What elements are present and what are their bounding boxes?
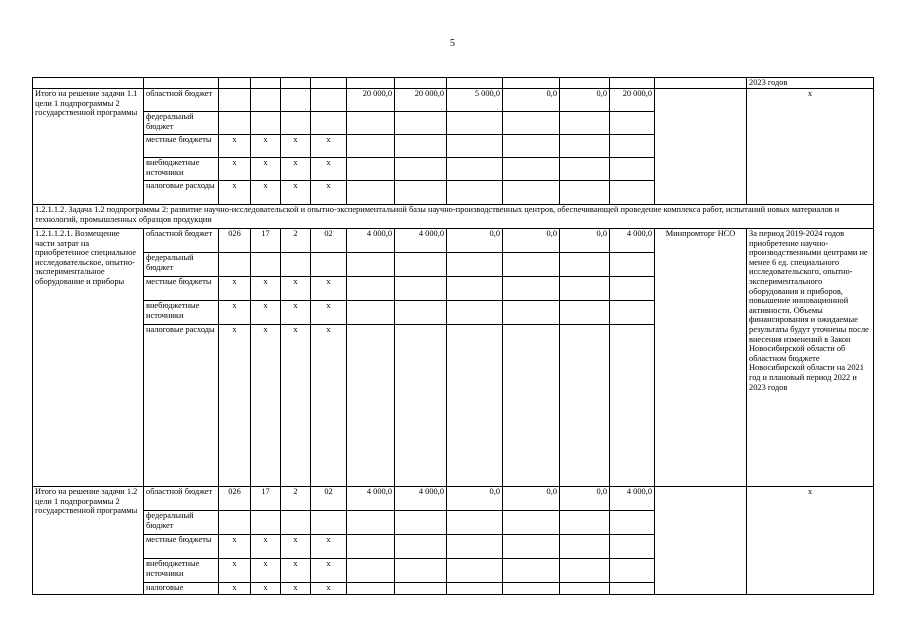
table-cell bbox=[311, 78, 347, 89]
amount-total bbox=[610, 135, 655, 158]
amount-v5 bbox=[560, 135, 610, 158]
table-cell bbox=[655, 89, 747, 205]
code-rz: 17 bbox=[251, 487, 281, 511]
amount-v4 bbox=[503, 158, 560, 181]
amount-v4 bbox=[503, 112, 560, 135]
code-grbs: x bbox=[219, 301, 251, 325]
amount-v1: 4 000,0 bbox=[347, 487, 395, 511]
code-csr: x bbox=[311, 325, 347, 487]
amount-v1: 4 000,0 bbox=[347, 229, 395, 253]
funding-source: налоговые расходы bbox=[144, 325, 219, 487]
table-cell bbox=[144, 78, 219, 89]
amount-v3: 0,0 bbox=[447, 487, 503, 511]
measure_1_2_1-label: 1.2.1.1.2.1. Возмещение части затрат на приобретенное специальное исследовательское, опытно-экспериментальное оборудование и приборы bbox=[33, 229, 144, 487]
amount-v3 bbox=[447, 253, 503, 277]
table-body bbox=[33, 78, 874, 595]
amount-v2 bbox=[395, 277, 447, 301]
amount-v3 bbox=[447, 277, 503, 301]
code-pr bbox=[281, 511, 311, 535]
amount-v4: 0,0 bbox=[503, 89, 560, 112]
code-csr: 02 bbox=[311, 487, 347, 511]
amount-v2 bbox=[395, 535, 447, 559]
amount-total bbox=[610, 301, 655, 325]
code-pr: x bbox=[281, 325, 311, 487]
amount-v1 bbox=[347, 301, 395, 325]
code-grbs: 026 bbox=[219, 487, 251, 511]
code-rz: x bbox=[251, 158, 281, 181]
task-1-2-title: 1.2.1.1.2. Задача 1.2 подпрограммы 2: развитие научно-исследовательской и опытно-экспериментальной базы научно-производственных центров, обеспечивающей проведение комплекса работ, испытаний новых материалов и технологий, промышленных образцов продукции bbox=[33, 205, 874, 229]
amount-v5 bbox=[560, 535, 610, 559]
amount-v2 bbox=[395, 181, 447, 205]
amount-total bbox=[610, 583, 655, 595]
program-financing-table bbox=[32, 77, 874, 595]
amount-v1 bbox=[347, 325, 395, 487]
amount-v1 bbox=[347, 135, 395, 158]
amount-v1 bbox=[347, 112, 395, 135]
amount-v3 bbox=[447, 325, 503, 487]
funding-source: федеральный бюджет bbox=[144, 511, 219, 535]
code-grbs: x bbox=[219, 583, 251, 595]
amount-total: 20 000,0 bbox=[610, 89, 655, 112]
code-pr: 2 bbox=[281, 487, 311, 511]
code-pr: x bbox=[281, 583, 311, 595]
amount-v5 bbox=[560, 301, 610, 325]
code-pr: x bbox=[281, 535, 311, 559]
amount-v3 bbox=[447, 112, 503, 135]
amount-v5: 0,0 bbox=[560, 229, 610, 253]
table-row bbox=[33, 229, 874, 253]
table-cell bbox=[503, 78, 560, 89]
code-grbs: x bbox=[219, 535, 251, 559]
amount-v5 bbox=[560, 325, 610, 487]
code-rz bbox=[251, 112, 281, 135]
code-rz bbox=[251, 253, 281, 277]
code-rz: x bbox=[251, 325, 281, 487]
code-rz: x bbox=[251, 135, 281, 158]
amount-v2 bbox=[395, 301, 447, 325]
amount-v1 bbox=[347, 535, 395, 559]
amount-v2 bbox=[395, 511, 447, 535]
funding-source: областной бюджет bbox=[144, 89, 219, 112]
code-pr bbox=[281, 89, 311, 112]
amount-v2 bbox=[395, 112, 447, 135]
funding-source: налоговые bbox=[144, 583, 219, 595]
amount-v4 bbox=[503, 559, 560, 583]
code-pr bbox=[281, 112, 311, 135]
amount-v5: 0,0 bbox=[560, 89, 610, 112]
code-csr: x bbox=[311, 535, 347, 559]
funding-source: местные бюджеты bbox=[144, 277, 219, 301]
code-csr: x bbox=[311, 277, 347, 301]
table-row bbox=[33, 487, 874, 511]
code-csr bbox=[311, 511, 347, 535]
amount-total bbox=[610, 325, 655, 487]
continued-note: 2023 годов bbox=[747, 78, 874, 89]
code-rz: x bbox=[251, 277, 281, 301]
code-csr: x bbox=[311, 135, 347, 158]
amount-v5 bbox=[560, 277, 610, 301]
table-row bbox=[33, 78, 874, 89]
amount-total: 4 000,0 bbox=[610, 487, 655, 511]
code-rz: x bbox=[251, 559, 281, 583]
amount-v4: 0,0 bbox=[503, 487, 560, 511]
table-cell bbox=[447, 78, 503, 89]
code-grbs bbox=[219, 511, 251, 535]
table-cell bbox=[655, 78, 747, 89]
amount-v5 bbox=[560, 511, 610, 535]
amount-total bbox=[610, 559, 655, 583]
funding-source: федеральный бюджет bbox=[144, 253, 219, 277]
table-cell bbox=[560, 78, 610, 89]
funding-source: местные бюджеты bbox=[144, 135, 219, 158]
amount-v4 bbox=[503, 253, 560, 277]
funding-source: местные бюджеты bbox=[144, 535, 219, 559]
amount-v3 bbox=[447, 583, 503, 595]
code-csr: x bbox=[311, 583, 347, 595]
total_1_2-note: x bbox=[747, 487, 874, 595]
code-csr: x bbox=[311, 158, 347, 181]
code-rz: 17 bbox=[251, 229, 281, 253]
amount-total bbox=[610, 253, 655, 277]
amount-v1 bbox=[347, 277, 395, 301]
code-csr bbox=[311, 89, 347, 112]
amount-v3 bbox=[447, 135, 503, 158]
table-row bbox=[33, 89, 874, 112]
amount-v5 bbox=[560, 583, 610, 595]
amount-v2 bbox=[395, 583, 447, 595]
amount-v3 bbox=[447, 301, 503, 325]
amount-total bbox=[610, 112, 655, 135]
code-grbs: x bbox=[219, 135, 251, 158]
amount-v5 bbox=[560, 158, 610, 181]
amount-total: 4 000,0 bbox=[610, 229, 655, 253]
amount-v3: 0,0 bbox=[447, 229, 503, 253]
code-csr: x bbox=[311, 301, 347, 325]
amount-v3: 5 000,0 bbox=[447, 89, 503, 112]
total_1_2-label: Итого на решение задачи 1.2 цели 1 подпрограммы 2 государственной программы bbox=[33, 487, 144, 595]
code-csr: 02 bbox=[311, 229, 347, 253]
code-grbs bbox=[219, 253, 251, 277]
code-rz: x bbox=[251, 301, 281, 325]
amount-v2: 4 000,0 bbox=[395, 487, 447, 511]
table-cell bbox=[655, 487, 747, 595]
amount-total bbox=[610, 277, 655, 301]
funding-source: налоговые расходы bbox=[144, 181, 219, 205]
amount-v4: 0,0 bbox=[503, 229, 560, 253]
code-csr bbox=[311, 112, 347, 135]
amount-v3 bbox=[447, 559, 503, 583]
amount-v1 bbox=[347, 158, 395, 181]
amount-total bbox=[610, 511, 655, 535]
code-csr: x bbox=[311, 181, 347, 205]
code-rz: x bbox=[251, 181, 281, 205]
measure_1_2_1-executor: Минпромторг НСО bbox=[655, 229, 747, 487]
table-cell bbox=[33, 78, 144, 89]
code-grbs: x bbox=[219, 559, 251, 583]
table-cell bbox=[347, 78, 395, 89]
code-rz bbox=[251, 89, 281, 112]
funding-source: областной бюджет bbox=[144, 229, 219, 253]
code-pr bbox=[281, 253, 311, 277]
amount-v4 bbox=[503, 535, 560, 559]
amount-v5 bbox=[560, 181, 610, 205]
table-row bbox=[33, 205, 874, 229]
code-csr bbox=[311, 253, 347, 277]
code-grbs: x bbox=[219, 181, 251, 205]
amount-v5: 0,0 bbox=[560, 487, 610, 511]
amount-v1 bbox=[347, 511, 395, 535]
code-grbs bbox=[219, 112, 251, 135]
amount-v2 bbox=[395, 135, 447, 158]
total_1_1-note: x bbox=[747, 89, 874, 205]
amount-v1 bbox=[347, 253, 395, 277]
amount-total bbox=[610, 535, 655, 559]
amount-v1 bbox=[347, 559, 395, 583]
amount-v4 bbox=[503, 583, 560, 595]
amount-v3 bbox=[447, 535, 503, 559]
amount-v1 bbox=[347, 583, 395, 595]
funding-source: внебюджетные источники bbox=[144, 559, 219, 583]
amount-total bbox=[610, 158, 655, 181]
amount-v2: 4 000,0 bbox=[395, 229, 447, 253]
amount-v4 bbox=[503, 135, 560, 158]
amount-v1: 20 000,0 bbox=[347, 89, 395, 112]
table-cell bbox=[219, 78, 251, 89]
amount-total bbox=[610, 181, 655, 205]
code-grbs: x bbox=[219, 277, 251, 301]
amount-v4 bbox=[503, 511, 560, 535]
amount-v5 bbox=[560, 253, 610, 277]
code-pr: x bbox=[281, 301, 311, 325]
table-cell bbox=[251, 78, 281, 89]
amount-v2 bbox=[395, 253, 447, 277]
amount-v4 bbox=[503, 277, 560, 301]
funding-source: внебюджетные источники bbox=[144, 301, 219, 325]
amount-v4 bbox=[503, 325, 560, 487]
code-pr: x bbox=[281, 135, 311, 158]
amount-v2 bbox=[395, 559, 447, 583]
code-pr: x bbox=[281, 181, 311, 205]
code-pr: x bbox=[281, 559, 311, 583]
amount-v2 bbox=[395, 158, 447, 181]
measure_1_2_1-expected-result: За период 2019-2024 годов приобретение научно-производственными центрами не менее 6 ед. специального исследовательского, опытно-экспериментального оборудования и приборов, повышение инновационной активности. Объемы финансирования и ожидаемые результаты будут уточнены после внесения изменений в Закон Новосибирской области об областном бюджете Новосибирской области на 2021 год и плановый период 2022 и 2023 годов bbox=[747, 229, 874, 487]
table-cell bbox=[281, 78, 311, 89]
code-pr: 2 bbox=[281, 229, 311, 253]
code-grbs: x bbox=[219, 158, 251, 181]
code-grbs: 026 bbox=[219, 229, 251, 253]
code-csr: x bbox=[311, 559, 347, 583]
amount-v5 bbox=[560, 559, 610, 583]
funding-source: областной бюджет bbox=[144, 487, 219, 511]
code-pr: x bbox=[281, 277, 311, 301]
amount-v4 bbox=[503, 301, 560, 325]
table-cell bbox=[395, 78, 447, 89]
page-number: 5 bbox=[450, 38, 455, 49]
amount-v2 bbox=[395, 325, 447, 487]
code-rz bbox=[251, 511, 281, 535]
code-grbs bbox=[219, 89, 251, 112]
amount-v3 bbox=[447, 158, 503, 181]
amount-v4 bbox=[503, 181, 560, 205]
code-rz: x bbox=[251, 535, 281, 559]
table-cell bbox=[610, 78, 655, 89]
amount-v1 bbox=[347, 181, 395, 205]
amount-v3 bbox=[447, 181, 503, 205]
amount-v2: 20 000,0 bbox=[395, 89, 447, 112]
funding-source: внебюджетные источники bbox=[144, 158, 219, 181]
code-pr: x bbox=[281, 158, 311, 181]
total_1_1-label: Итого на решение задачи 1.1 цели 1 подпрограммы 2 государственной программы bbox=[33, 89, 144, 205]
code-rz: x bbox=[251, 583, 281, 595]
funding-source: федеральный бюджет bbox=[144, 112, 219, 135]
code-grbs: x bbox=[219, 325, 251, 487]
amount-v3 bbox=[447, 511, 503, 535]
amount-v5 bbox=[560, 112, 610, 135]
